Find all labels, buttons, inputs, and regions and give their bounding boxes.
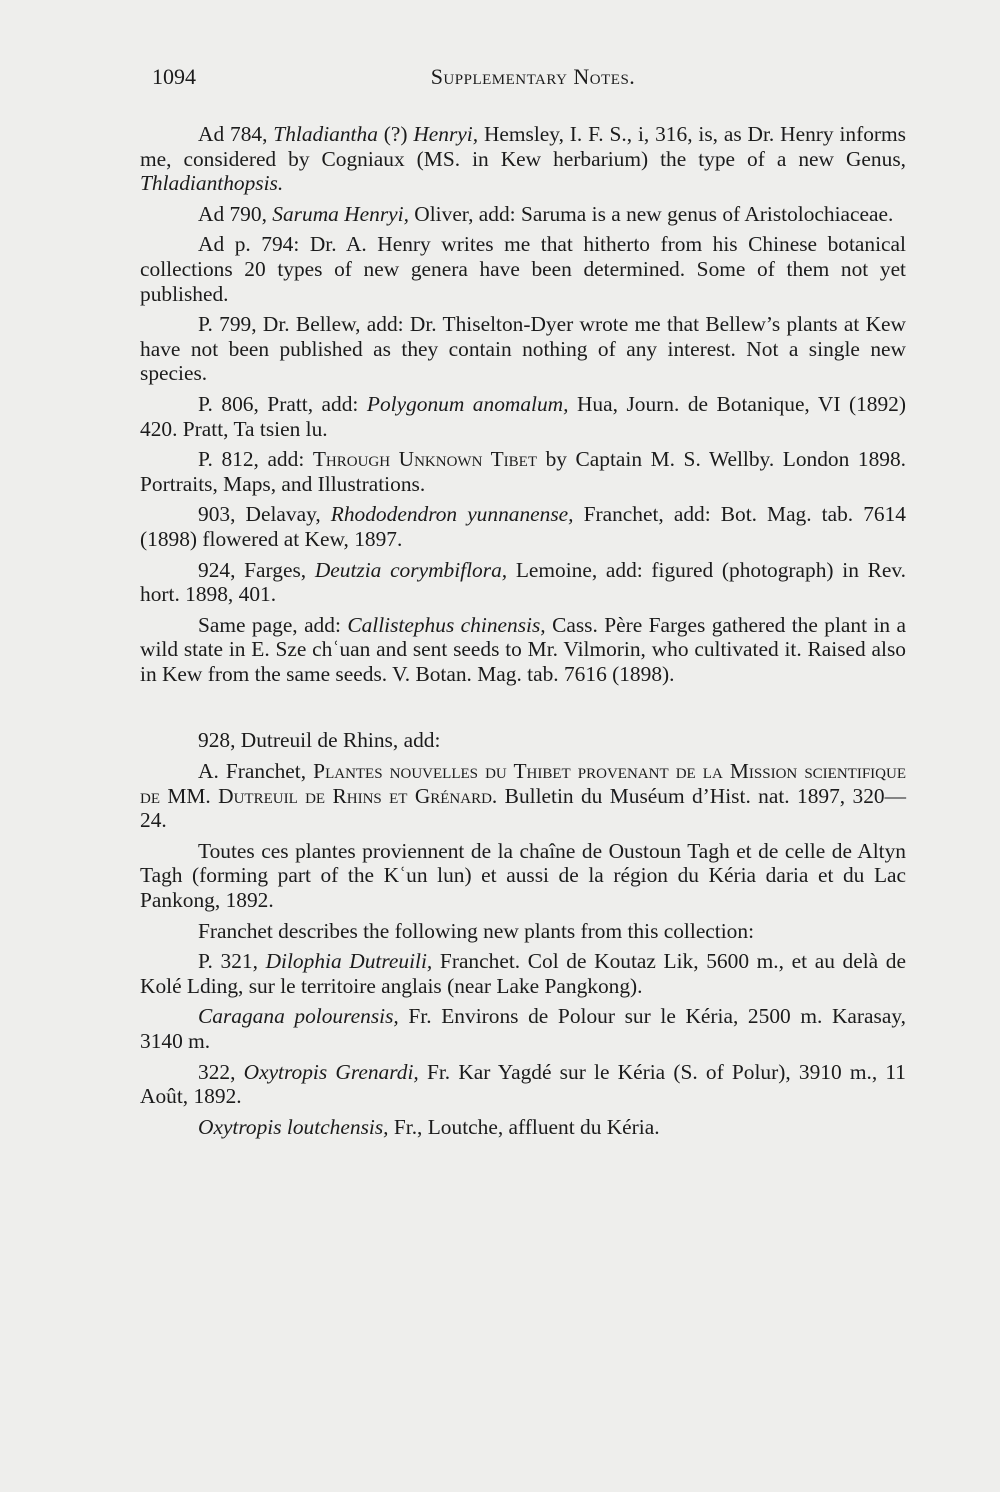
taxon-name: Thladianthopsis.	[140, 171, 284, 196]
text-run: Fr. Environs de Polour sur le Kéria, 2500 m. Karasay, 3140 m.	[140, 1004, 906, 1053]
text-run: P. 799, Dr. Bellew, add: Dr. Thiselton-Dyer wrote me that Bellew’s plants at Kew have not been published as they contain nothing of any interest. Not a single new species.	[140, 312, 906, 386]
note-799	[140, 312, 906, 386]
text-run: Fr. Kar Yagdé sur le Kéria (S. of Polur), 3910 m., 11 Août, 1892.	[140, 1059, 906, 1109]
text-run: Hua, Journ. de Botanique, VI (1892) 420. Pratt, Ta tsien lu.	[140, 391, 906, 441]
text-run: 928, Dutreuil de Rhins, add:	[198, 728, 441, 753]
text-run: Ad p. 794: Dr. A. Henry writes me that hitherto from his Chinese botanical collections 20 types of new genera have been determined. Some of them not yet published.	[140, 232, 906, 306]
note-903	[140, 502, 906, 551]
note-794	[140, 232, 906, 306]
text-run: A. Franchet,	[198, 759, 314, 784]
text-run: by Captain M. S. Wellby. London 1898. Portraits, Maps, and Illustrations.	[140, 447, 906, 496]
note-790	[140, 202, 906, 227]
text-run: Franchet. Col de Koutaz Lik, 5600 m., et au delà de Kolé Lding, sur le territoire anglais (near Lake Pangkong).	[140, 949, 906, 998]
text-run: Toutes ces plantes proviennent de la chaîne de Oustoun Tagh et de celle de Altyn Tagh (forming part of the Kʿun lun) et aussi de la région du Kéria daria et du Lac Pankong, 1892.	[140, 838, 906, 913]
note-924	[140, 558, 906, 607]
note-784	[140, 122, 906, 196]
species-entry-dilophia	[140, 949, 906, 998]
taxon-name: Saruma Henryi,	[272, 201, 409, 226]
taxon-name: Polygonum anomalum,	[366, 391, 569, 416]
new-plants-intro	[140, 919, 906, 944]
species-entry-oxytropis-loutchensis	[140, 1115, 906, 1140]
taxon-name: Dilophia Dutreuili,	[265, 949, 433, 974]
text-run: Ad 784,	[198, 122, 274, 146]
text-run: Ad 790,	[198, 201, 273, 226]
species-entry-oxytropis-grenardi	[140, 1060, 906, 1109]
text-run: Hemsley, I. F. S., i, 316, is, as Dr. Henry informs me, considered by Cogniaux (MS. in Kew herbarium) the type of a new Genus,	[140, 122, 906, 171]
book-title: Through Unknown Tibet	[312, 447, 537, 472]
text-run: Cass. Père Farges gathered the plant in a wild state in E. Sze chʿuan and sent seeds to Mr. Vilmorin, who cultivated it. Raised also in Kew from the same seeds. V. Botan. Mag. tab. 7616 (1898).	[140, 612, 907, 686]
taxon-name: Caragana polourensis,	[198, 1004, 399, 1029]
taxon-name: Deutzia corymbiflora,	[314, 557, 508, 582]
text-run: Oliver, add: Saruma is a new genus of Aristolochiaceae.	[408, 201, 894, 226]
body-text	[140, 122, 906, 1145]
running-head: Supplementary Notes.	[430, 64, 636, 89]
text-run: Franchet describes the following new plants from this collection:	[198, 918, 755, 943]
taxon-name: Oxytropis Grenardi,	[243, 1059, 419, 1084]
text-run: P. 321,	[198, 949, 266, 974]
text-run: Franchet, add: Bot. Mag. tab. 7614 (1898) flowered at Kew, 1897.	[140, 502, 906, 551]
text-run: Fr., Loutche, affluent du Kéria.	[388, 1114, 660, 1139]
text-run: (?)	[377, 122, 414, 146]
franchet-reference	[140, 759, 906, 833]
note-812	[140, 447, 906, 496]
text-run: 924, Farges,	[198, 557, 315, 582]
text-run: 903, Delavay,	[198, 502, 331, 527]
taxon-name: Henryi,	[413, 122, 479, 146]
note-806	[140, 392, 906, 441]
species-entry-caragana	[140, 1004, 906, 1053]
text-run: Bulletin du Muséum d’Hist. nat. 1897, 320—24.	[140, 783, 907, 833]
note-928	[140, 728, 906, 753]
collection-locality	[140, 839, 906, 913]
text-run: 322,	[198, 1059, 244, 1084]
page-number: 1094	[152, 64, 196, 89]
taxon-name: Oxytropis loutchensis,	[198, 1114, 389, 1139]
page-header	[148, 62, 918, 96]
text-run: Lemoine, add: figured (photograph) in Rev. hort. 1898, 401.	[140, 557, 907, 607]
text-run: P. 806, Pratt, add:	[198, 391, 367, 416]
taxon-name: Thladiantha	[273, 122, 378, 146]
text-run: Same page, add:	[198, 612, 348, 637]
note-same-page	[140, 613, 906, 687]
taxon-name: Rhododendron yunnanense,	[330, 502, 574, 527]
text-run: P. 812, add:	[198, 447, 313, 472]
taxon-name: Callistephus chinensis,	[347, 612, 546, 637]
article-title: Plantes nouvelles du Thibet provenant de la Mission scientifique de MM. Dutreuil de Rhins et Grénard.	[140, 759, 906, 808]
